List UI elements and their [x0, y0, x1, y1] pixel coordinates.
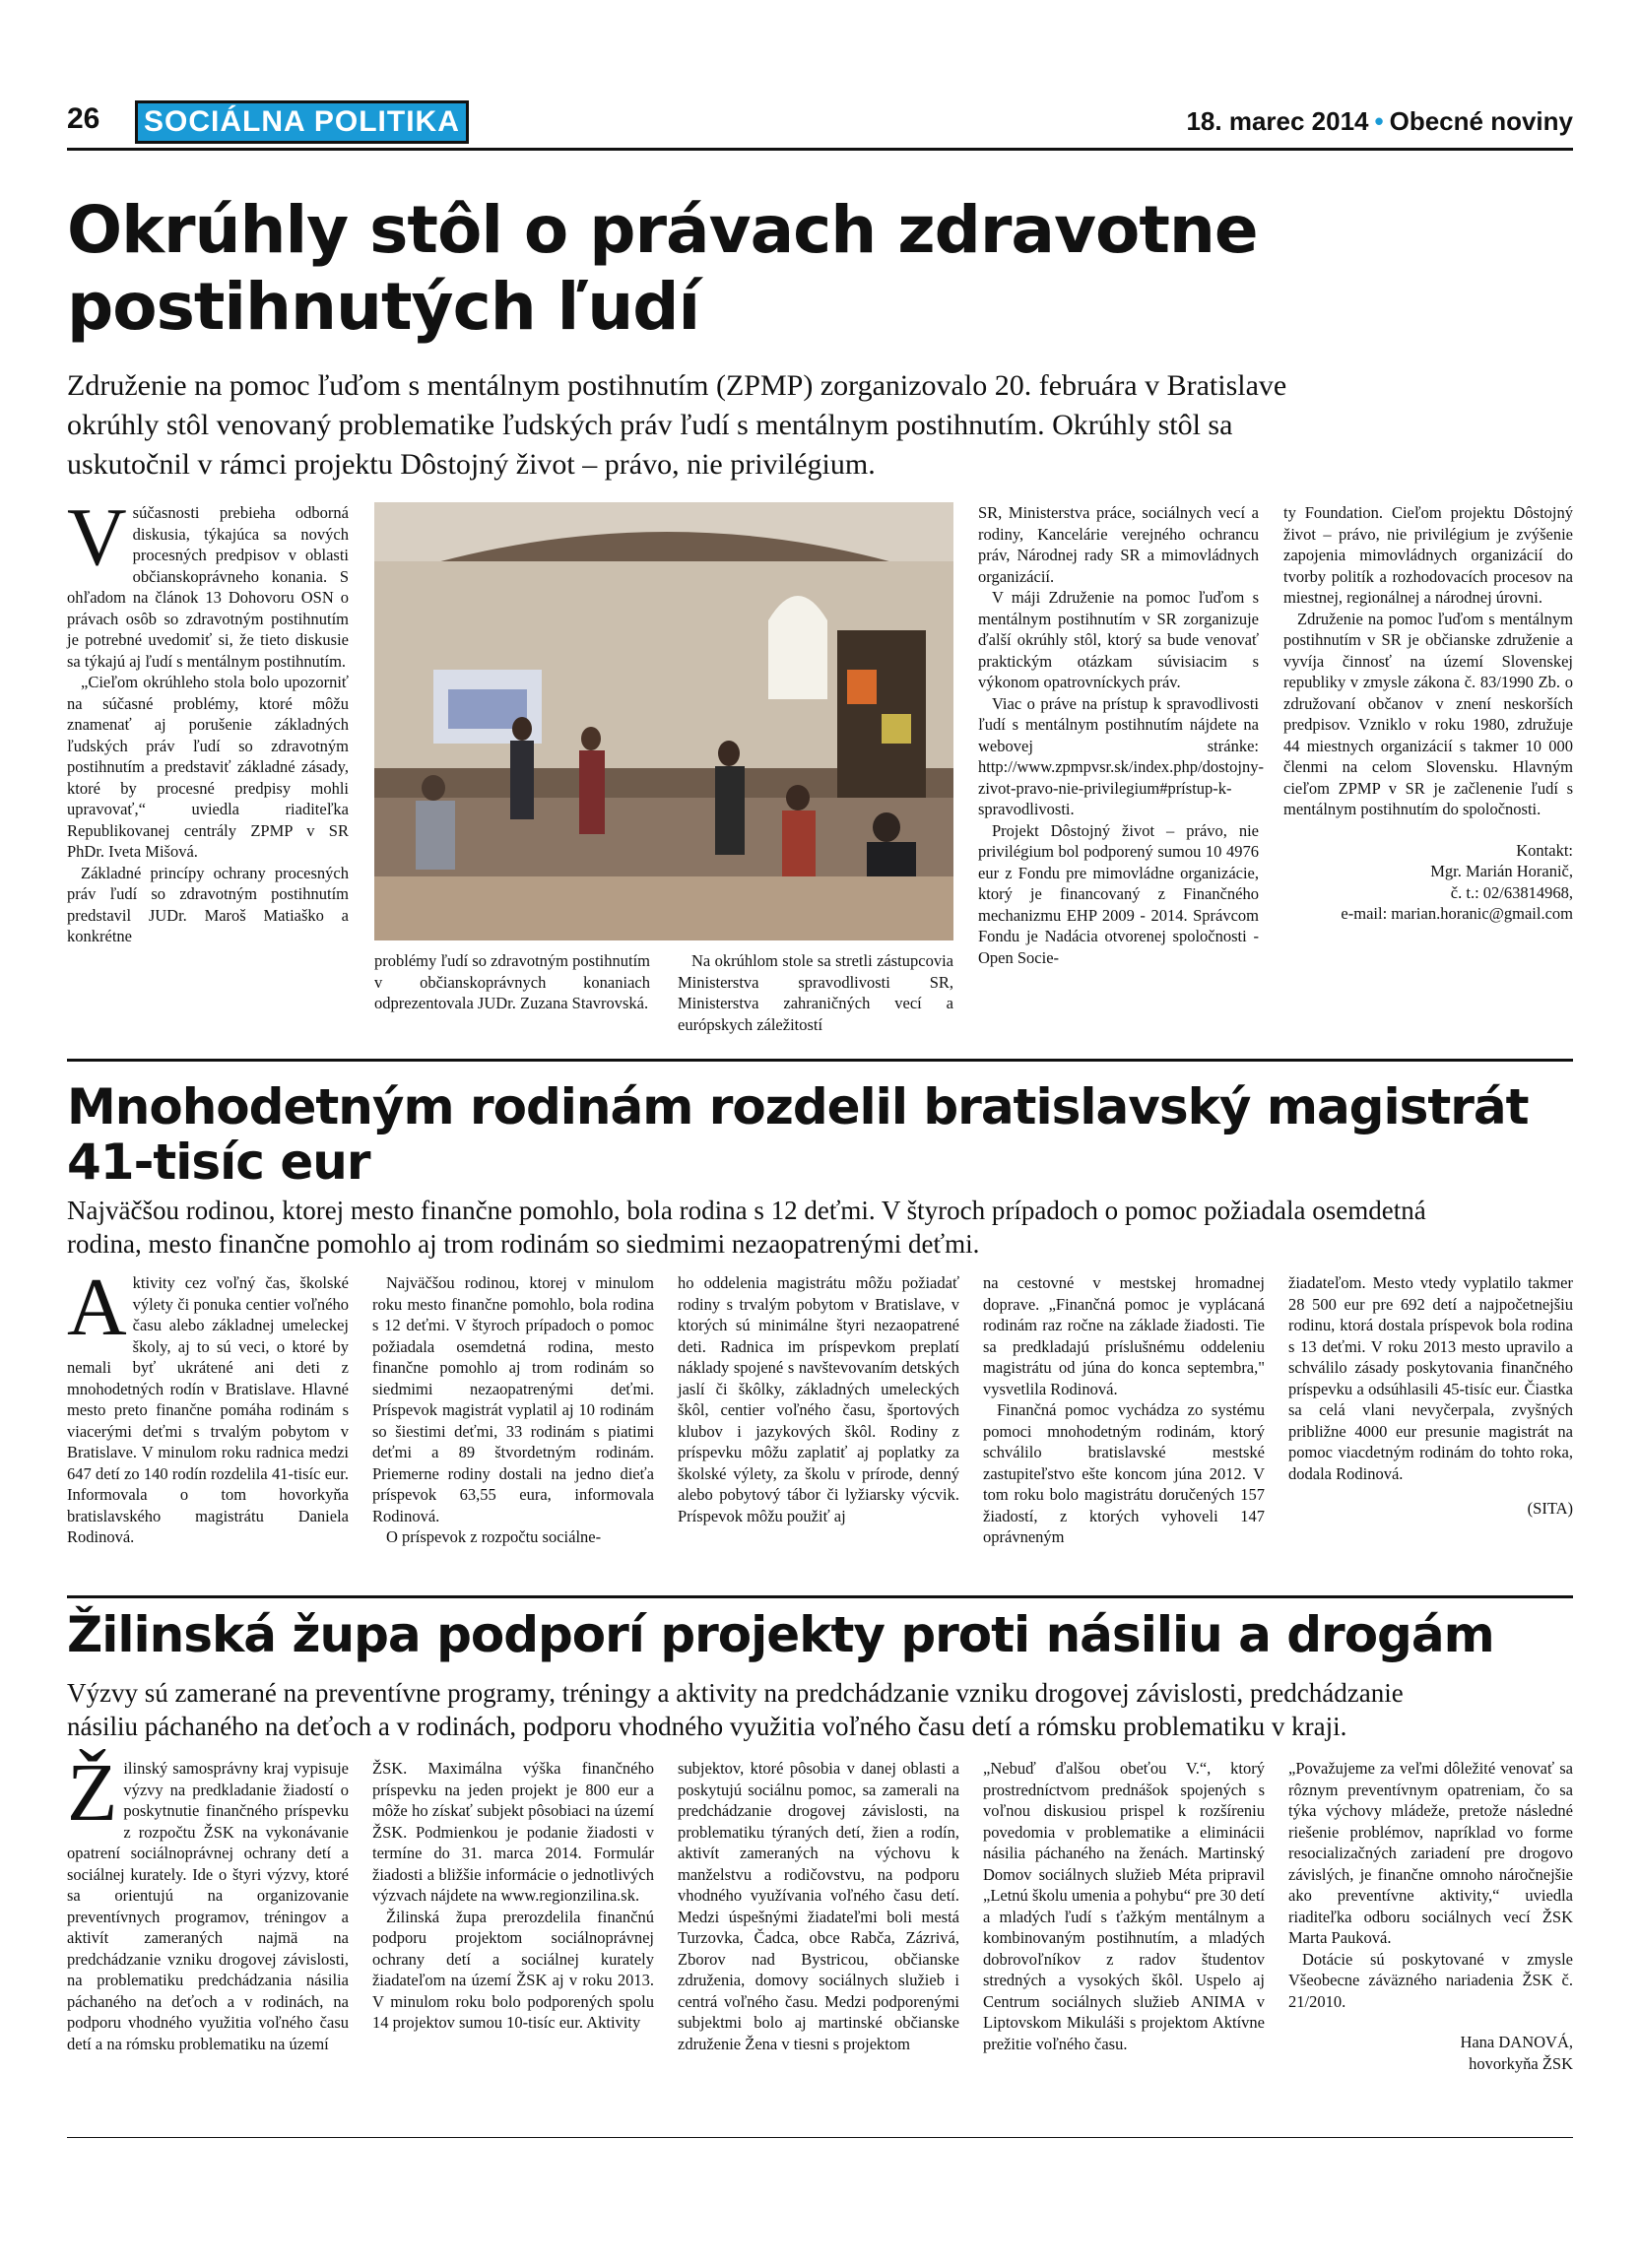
article2-headline [67, 1079, 1574, 1190]
article2-column-4 [983, 1272, 1265, 1548]
article3-column-5 [1288, 1758, 1573, 2074]
paragraph: Viac o práve na prístup k spravodlivosti ľudí s mentálnym postihnutím nájdete na webovej stránke: http://www.zpmpvsr.sk/index.php/dostojny-zivot-pravo-nie-privilegium#prístup-k-spravodlivosti. [978, 693, 1264, 818]
paragraph: „Cieľom okrúhleho stola bolo upozorniť na súčasné problémy, ktoré môžu znamenať aj porušenie základných ľudských práv ľudí so zdravotným postihnutím a predstaviť základné zásady, ktoré by procesné predpisy mohli upravovať,“ uviedla riaditeľka Republikovanej centrály ZPMP v SR PhDr. Iveta Mišová. [67, 673, 349, 861]
article3-column-4 [983, 1758, 1265, 2054]
article3-column-3 [678, 1758, 959, 2054]
contact-email: e-mail: marian.horanic@gmail.com [1341, 904, 1573, 923]
paragraph: Žilinská župa prerozdelila finančnú podporu projektom sociálnoprávnej ochrany detí a sociálnej kurately žiadateľom na území ŽSK aj v roku 2013. V minulom roku bolo podporených spolu 14 projektov sumou 10-tisíc eur. Aktivity [372, 1907, 654, 2032]
contact-phone: č. t.: 02/63814968, [1450, 882, 1573, 902]
article2-column-5 [1288, 1272, 1573, 1520]
article1-lede [67, 366, 1574, 485]
lede-line: uskutočnil v rámci projektu Dôstojný život – právo, nie privilégium. [67, 448, 876, 481]
paragraph: žiadateľom. Mesto vtedy vyplatilo takmer 28 500 eur pre 692 detí a najpočetnejšiu rodinu, ktorá dostala príspevok bola rodina s 13 deťmi. V roku 2013 mesto upravilo a schválilo zásady poskytovania finančného príspevku a odsúhlasili 45-tisíc eur. Čiastka sa celá vlani nevyčerpala, zvyšných približne 4000 eur presunie magistrát na pomoc viacdetným rodinám do tohto roka, dodala Rodinová. [1288, 1273, 1573, 1483]
lede-line: Najväčšou rodinou, ktorej mesto finančne pomohlo, bola rodina s 12 deťmi. V štyroch prípadoch o pomoc požiadala osemdetná [67, 1196, 1426, 1225]
paragraph: na cestovné v mestskej hromadnej doprave. „Finančná pomoc je vyplácaná rodinám raz ročne na základe žiadosti. Tie sa predkladajú príslušnému oddeleniu magistrátu od júna do konca septembra," vysvetlila Rodinová. [983, 1273, 1265, 1398]
article1-headline [67, 192, 1347, 346]
paragraph: Najväčšou rodinou, ktorej v minulom roku mesto finančne pomohlo, bola rodina s 12 deťmi. V štyroch prípadoch o pomoc požiadala osemdetná rodina, mesto finančne pomohlo aj trom rodinám so siedmimi nezaopatrenými deťmi. Príspevok magistrát vyplatil aj 10 rodinám so šiestimi deťmi, 33 rodinám s piatimi deťmi a 89 štvordetným rodinám. Priemerne rodiny dostali na jedno dieťa príspevok 63,55 eura, informovala Rodinová. [372, 1273, 654, 1525]
lede-line: násiliu páchaného na deťoch a v rodinách, podporu vhodného využitia voľného času detí a rómsku problematiku v kraji. [67, 1712, 1347, 1741]
paragraph: Základné princípy ochrany procesných práv ľudí so zdravotným postihnutím predstavil JUDr. Maroš Matiaško a konkrétne [67, 863, 349, 945]
article1-column-1 [67, 491, 349, 947]
photo-caption-left: problémy ľudí so zdravotným postihnutím v občianskoprávnych konaniach odprezentovala JUDr. Zuzana Stavrovská. [374, 951, 650, 1012]
article2-column-3 [678, 1272, 959, 1526]
article3-lede [67, 1676, 1574, 1743]
dateline [1186, 106, 1573, 137]
article2-column-1 [67, 1262, 349, 1548]
section-label: SOCIÁLNA POLITIKA [135, 100, 469, 144]
drop-cap: V [67, 491, 127, 583]
contact-name: Mgr. Marián Horanič, [1430, 862, 1573, 880]
headline-line: 41-tisíc eur [67, 1134, 370, 1191]
headline-line: Mnohodetným rodinám rozdelil bratislavský magistrát [67, 1078, 1529, 1135]
paragraph: Finančná pomoc vychádza zo systému pomoci mnohodetným rodinám, ktorý schválilo bratislavské mestské zastupiteľstvo ešte koncom júna 2012. V tom roku bolo magistrátu doručených 157 žiadostí, z ktorých vyhoveli 147 oprávneným [983, 1400, 1265, 1546]
paragraph: subjektov, ktoré pôsobia v danej oblasti a poskytujú sociálnu pomoc, sa zamerali na predchádzanie drogovej závislosti, na problematiku týraných detí, žien a rodín, aktivít zameraných na výchovu k manželstvu a rodičovstvu, na podporu vhodného využívania voľného času detí. Medzi úspešnými žiadateľmi boli mestá Turzovka, Čadca, obce Rabča, Zázrivá, Zborov nad Bystricou, občianske združenia, domovy sociálnych služieb i centrá voľného času. Medzi podporenými subjektmi bolo aj martinské občianske združenie Žena v tiesni s projektom [678, 1759, 959, 2053]
photo-caption-right: Na okrúhlom stole sa stretli zástupcovia Ministerstva spravodlivosti SR, Ministerstva zahraničných vecí a európskych záležitostí [678, 951, 953, 1034]
headline-line: postihnutých ľudí [67, 269, 700, 345]
paragraph: Projekt Dôstojný život – právo, nie privilégium bol podporený sumou 10 4976 eur z Fondu pre mimovládne organizácie, ktorý je financovaný z Finančného mechanizmu EHP 2009 - 2014. Správcom Fondu je Nadácia otvorenej spoločnosti - Open Socie- [978, 820, 1259, 967]
footer-rule [67, 2137, 1573, 2138]
paragraph: ho oddelenia magistrátu môžu požiadať rodiny s trvalým pobytom v Bratislave, v ktorých sú minimálne štyri nezaopatrené deti. Radnica im príspevkom preplatí náklady spojené s navštevovaním detských jaslí či škôlky, základných umeleckých škôl, centier voľného času, športových klubov i jazykových škôl. Rodiny z príspevku môžu zaplatiť aj poplatky za školské výlety, za školu v prírode, denný alebo pobytový tábor či lyžiarsky výcvik. Príspevok môžu použiť aj [678, 1273, 959, 1525]
lede-line: rodina, mesto finančne pomohlo aj trom rodinám so siedmimi nezaopatrenými deťmi. [67, 1229, 980, 1259]
paragraph: SR, Ministerstva práce, sociálnych vecí a rodiny, Kancelárie verejného ochrancu práv, Národnej rady SR a mimovládnych organizácií. [978, 503, 1259, 586]
paragraph: ŽSK. Maximálna výška finančného príspevku na jeden projekt je 800 eur a môže ho získať subjekt pôsobiaci na území ŽSK. Podmienkou je podanie žiadosti v termíne do 31. marca 2014. Formulár žiadosti a bližšie informácie o jednotlivých výzvach nájdete na www.regionzilina.sk. [372, 1759, 654, 1905]
lede-line: okrúhly stôl venovaný problematike ľudských práv ľudí s mentálnym postihnutím. Okrúhly stôl sa [67, 409, 1233, 441]
article3-column-1 [67, 1747, 349, 2054]
source-credit: (SITA) [1527, 1499, 1573, 1518]
paragraph: V máji Združenie na pomoc ľuďom s mentálnym postihnutím v SR zorganizuje ďalší okrúhly stôl, ktorý sa bude venovať praktickým otázkam súvisiacim s výkonom opatrovníckych práv. [978, 588, 1259, 691]
paragraph: O príspevok z rozpočtu sociálne- [386, 1527, 602, 1546]
separator-dot: • [1374, 106, 1384, 136]
article2-column-2 [372, 1272, 654, 1548]
newspaper-name: Obecné noviny [1389, 106, 1573, 136]
author-name: Hana DANOVÁ, [1460, 2033, 1573, 2051]
paragraph: ilinský samosprávny kraj vypisuje výzvy na predkladanie žiadostí o poskytnutie finančného príspevku z rozpočtu ŽSK na vykonávanie opatrení sociálnoprávnej ochrany detí a sociálnej kurately. Ide o štyri výzvy, ktoré sa orientujú na organizovanie preventívnych programov, tréningov a aktivít zameraných najmä na predchádzanie vzniku drogovej závislosti, na problematiku predchádzania násilia páchaného na deťoch a v rodinách, na podporu vhodného využitia voľného času detí a na rómsku problematiku na území [67, 1759, 349, 2053]
article1-column-3 [978, 502, 1264, 968]
paragraph: Združenie na pomoc ľuďom s mentálnym postihnutím v SR je občianske združenie a vyvíja činnosť na území Slovenskej republiky v zmysle zákona č. 83/1990 Zb. o združovaní občanov v znení neskorších predpisov. Vzniklo v roku 1980, združuje 44 miestnych organizácií s takmer 10 000 členmi na celom Slovensku. Hlavným cieľom ZPMP v SR je začlenenie ľudí s mentálnym postihnutím do spoločnosti. [1283, 609, 1573, 818]
article-divider [67, 1059, 1573, 1062]
page-number: 26 [67, 102, 100, 135]
contact-label: Kontakt: [1516, 840, 1573, 860]
article3-headline: Žilinská župa podporí projekty proti násiliu a drogám [67, 1606, 1494, 1663]
header-rule [67, 148, 1573, 151]
article3-column-2 [372, 1758, 654, 2034]
paragraph: ty Foundation. Cieľom projektu Dôstojný život – právo, nie privilégium je zvýšenie zapojenia mimovládnych organizácií do tvorby politík a rozhodovacích procesov na miestnej, regionálnej a národnej úrovni. [1283, 503, 1573, 607]
paragraph: súčasnosti prebieha odborná diskusia, týkajúca sa nových procesných predpisov v oblasti občianskoprávneho konania. S ohľadom na článok 13 Dohovoru OSN o právach osôb so zdravotným postihnutím je potrebné uvedomiť si, že tieto diskusie sa týkajú aj ľudí s mentálnym postihnutím. [67, 503, 349, 671]
lede-line: Výzvy sú zamerané na preventívne programy, tréningy a aktivity na predchádzanie vzniku drogovej závislosti, predchádzanie [67, 1678, 1404, 1708]
drop-cap: Ž [67, 1747, 118, 1839]
drop-cap: A [67, 1262, 127, 1353]
article2-lede [67, 1194, 1574, 1261]
paragraph: „Považujeme za veľmi dôležité venovať sa rôznym preventívnym opatreniam, čo sa týka výchovy mládeže, pretože následné riešenie problémov, napríklad vo forme resocializačných zariadení pre drogovo závislých, je finančne omnoho náročnejšie ako preventívne aktivity,“ uviedla riaditeľka odboru sociálnych vecí ŽSK Marta Pauková. [1288, 1759, 1573, 1947]
article1-column-4 [1283, 502, 1573, 925]
issue-date: 18. marec 2014 [1186, 106, 1369, 136]
author-role: hovorkyňa ŽSK [1469, 2053, 1573, 2073]
paragraph: ktivity cez voľný čas, školské výlety či ponuka centier voľného času alebo základnej umeleckej školy, aj to sú veci, o ktoré by nemali byť ukrátené ani deti z mnohodetných rodín v Bratislave. Hlavné mesto preto finančne pomáha rodinám s viacerými deťmi s trvalým pobytom v Bratislave. V minulom roku radnica medzi 647 detí zo 140 rodín rozdelila 41-tisíc eur. Informovala o tom hovorkyňa bratislavského magistrátu Daniela Rodinová. [67, 1273, 349, 1546]
headline-line: Okrúhly stôl o právach zdravotne [67, 192, 1258, 268]
lede-line: Združenie na pomoc ľuďom s mentálnym postihnutím (ZPMP) zorganizovalo 20. februára v Bratislave [67, 369, 1287, 402]
roundtable-photo [374, 502, 953, 940]
paragraph: „Nebuď ďalšou obeťou V.“, ktorý prostredníctvom prednášok spojených s voľnou diskusiou prispel k rozšíreniu povedomia v problematike a eliminácii násilia páchaného na ženách. Martinský Domov sociálnych služieb Méta pripravil „Letnú školu umenia a pohybu“ pre 30 detí a mladých ľudí s ťažkým mentálnym a kombinovaným postihnutím, a mladých dobrovoľníkov z radov študentov stredných a vysokých škôl. Uspelo aj Centrum sociálnych služieb ANIMA v Liptovskom Mikuláši s projektom Aktívne prežitie voľného času. [983, 1759, 1265, 2053]
paragraph: Dotácie sú poskytované v zmysle Všeobecne záväzného nariadenia ŽSK č. 21/2010. [1288, 1949, 1573, 2011]
article-divider [67, 1595, 1573, 1598]
